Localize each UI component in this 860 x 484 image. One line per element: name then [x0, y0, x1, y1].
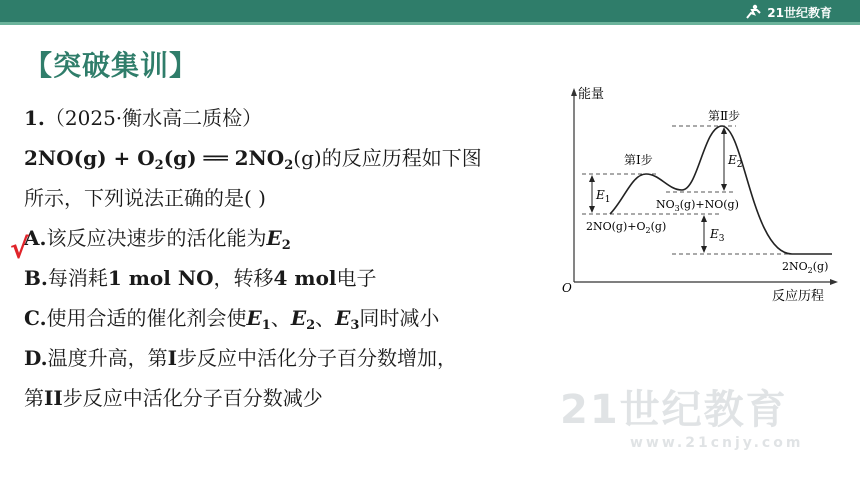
question-source: （2025·衡水高二质检） — [44, 106, 263, 130]
step1-label: 第Ⅰ步 — [624, 153, 653, 167]
section-heading: 【突破集训】 — [24, 49, 199, 82]
origin-label: O — [562, 281, 572, 295]
product-label: $2NO_2(g)$ — [782, 260, 829, 275]
site-logo — [743, 2, 832, 22]
intermediate-label: $NO_3(g)+NO(g)$ — [656, 198, 739, 213]
question-block — [24, 98, 564, 418]
logo-text: 21世纪教育 — [767, 5, 832, 20]
runner-icon — [743, 4, 763, 20]
question-number: 1. — [24, 106, 45, 130]
option-a[interactable]: A.该反应决速步的活化能为$E_2$ — [24, 226, 291, 253]
question-header — [24, 98, 564, 138]
option-d-line1[interactable]: D.温度升高，第I步反应中活化分子百分数增加， — [24, 346, 457, 370]
answer-check-mark: √ — [10, 232, 29, 265]
e2-label: $E_2$ — [728, 153, 743, 170]
y-axis-arrow — [571, 88, 577, 96]
option-c[interactable]: C.使用合适的催化剂会使$E_1$、$E_2$、$E_3$同时减小 — [24, 306, 440, 333]
question-stem-line2: 所示，下列说法正确的是( ) — [24, 186, 266, 210]
y-axis-label: 能量 — [578, 87, 605, 102]
top-bar-accent — [0, 22, 860, 25]
question-stem-line1: $2NO(g) + O_2(g)$ ══ $2NO_2(g)$的反应历程如下图 — [24, 146, 482, 173]
step2-label: 第Ⅱ步 — [708, 109, 741, 123]
top-bar — [0, 0, 860, 24]
watermark-url: www.21cnjy.com — [630, 435, 804, 451]
energy-diagram — [560, 82, 840, 312]
watermark — [560, 378, 803, 451]
option-d-line2[interactable]: 第II步反应中活化分子百分数减少 — [24, 386, 323, 410]
x-axis-label: 反应历程 — [772, 289, 825, 304]
watermark-text: 21世纪教育 — [560, 387, 788, 433]
e3-label: $E_3$ — [710, 227, 725, 244]
option-b[interactable]: B.每消耗1 mol NO，转移4 mol电子 — [24, 266, 377, 290]
reactants-label: $2NO(g)+O_2(g)$ — [586, 220, 667, 235]
e1-label: $E_1$ — [596, 188, 611, 205]
x-axis-arrow — [830, 279, 838, 285]
